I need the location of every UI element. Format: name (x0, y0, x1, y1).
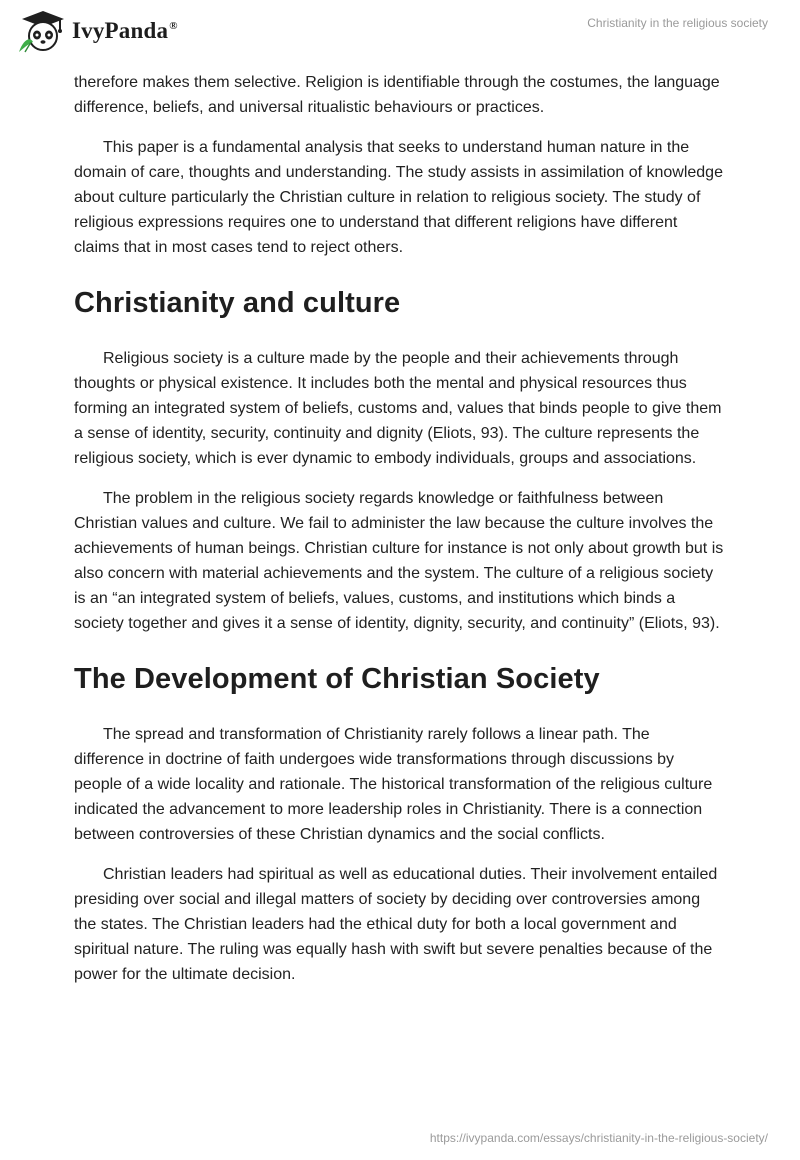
section-heading: Christianity and culture (74, 287, 401, 319)
source-url[interactable]: https://ivypanda.com/essays/christianity-in-the-religious-society/ (429, 1131, 768, 1145)
page-header (0, 0, 800, 70)
section-heading: The Development of Christian Society (74, 663, 600, 695)
panda-mascot-icon (16, 8, 68, 54)
paragraph-continued: therefore makes them selective. Religion is identifiable through the costumes, the language difference, beliefs, and universal ritualistic behaviours or practices. (74, 74, 720, 116)
paragraph: This paper is a fundamental analysis that seeks to understand human nature in the domain of care, thoughts and understanding. The study assists in assimilation of knowledge about culture particularly the Christian culture in relation to religious society. The study of religious expressions requires one to understand that different religions have different claims that in most cases tend to reject others. (74, 139, 723, 256)
paragraph: Christian leaders had spiritual as well as educational duties. Their involvement entailed presiding over social and illegal matters of society by deciding over controversies among the states. The Christian leaders had the ethical duty for both a local government and spiritual nature. The ruling was equally hash with swift but severe penalties because of the power for the ultimate decision. (74, 866, 718, 983)
paragraph: Religious society is a culture made by the people and their achievements through thoughts or physical existence. It includes both the mental and physical resources thus forming an integrated system of beliefs, customs and, values that binds people to give them a sense of identity, security, continuity and dignity (Eliots, 93). The culture represents the religious society, which is ever dynamic to embody individuals, groups and associations. (74, 350, 722, 467)
brand-name: IvyPanda® (72, 18, 178, 43)
paragraph: The problem in the religious society regards knowledge or faithfulness between Christian values and culture. We fail to administer the law because the culture involves the achievements of human beings. Christian culture for instance is not only about growth but is also concern with material achievements and the system. The culture of a religious society is an “an integrated system of beliefs, values, customs, and institutions which binds a society together and gives it a sense of identity, dignity, security, and continuity” (Eliots, 93). (74, 490, 724, 632)
essay-body (74, 70, 724, 1002)
ivypanda-logo[interactable] (16, 8, 178, 54)
paragraph: The spread and transformation of Christianity rarely follows a linear path. The difference in doctrine of faith undergoes wide transformations through discussions by people of a wide locality and rationale. The historical transformation of the religious culture indicated the advancement to more leadership roles in Christianity. There is a connection between controversies of these Christian dynamics and the social conflicts. (74, 726, 713, 843)
document-title: Christianity in the religious society (587, 16, 768, 30)
